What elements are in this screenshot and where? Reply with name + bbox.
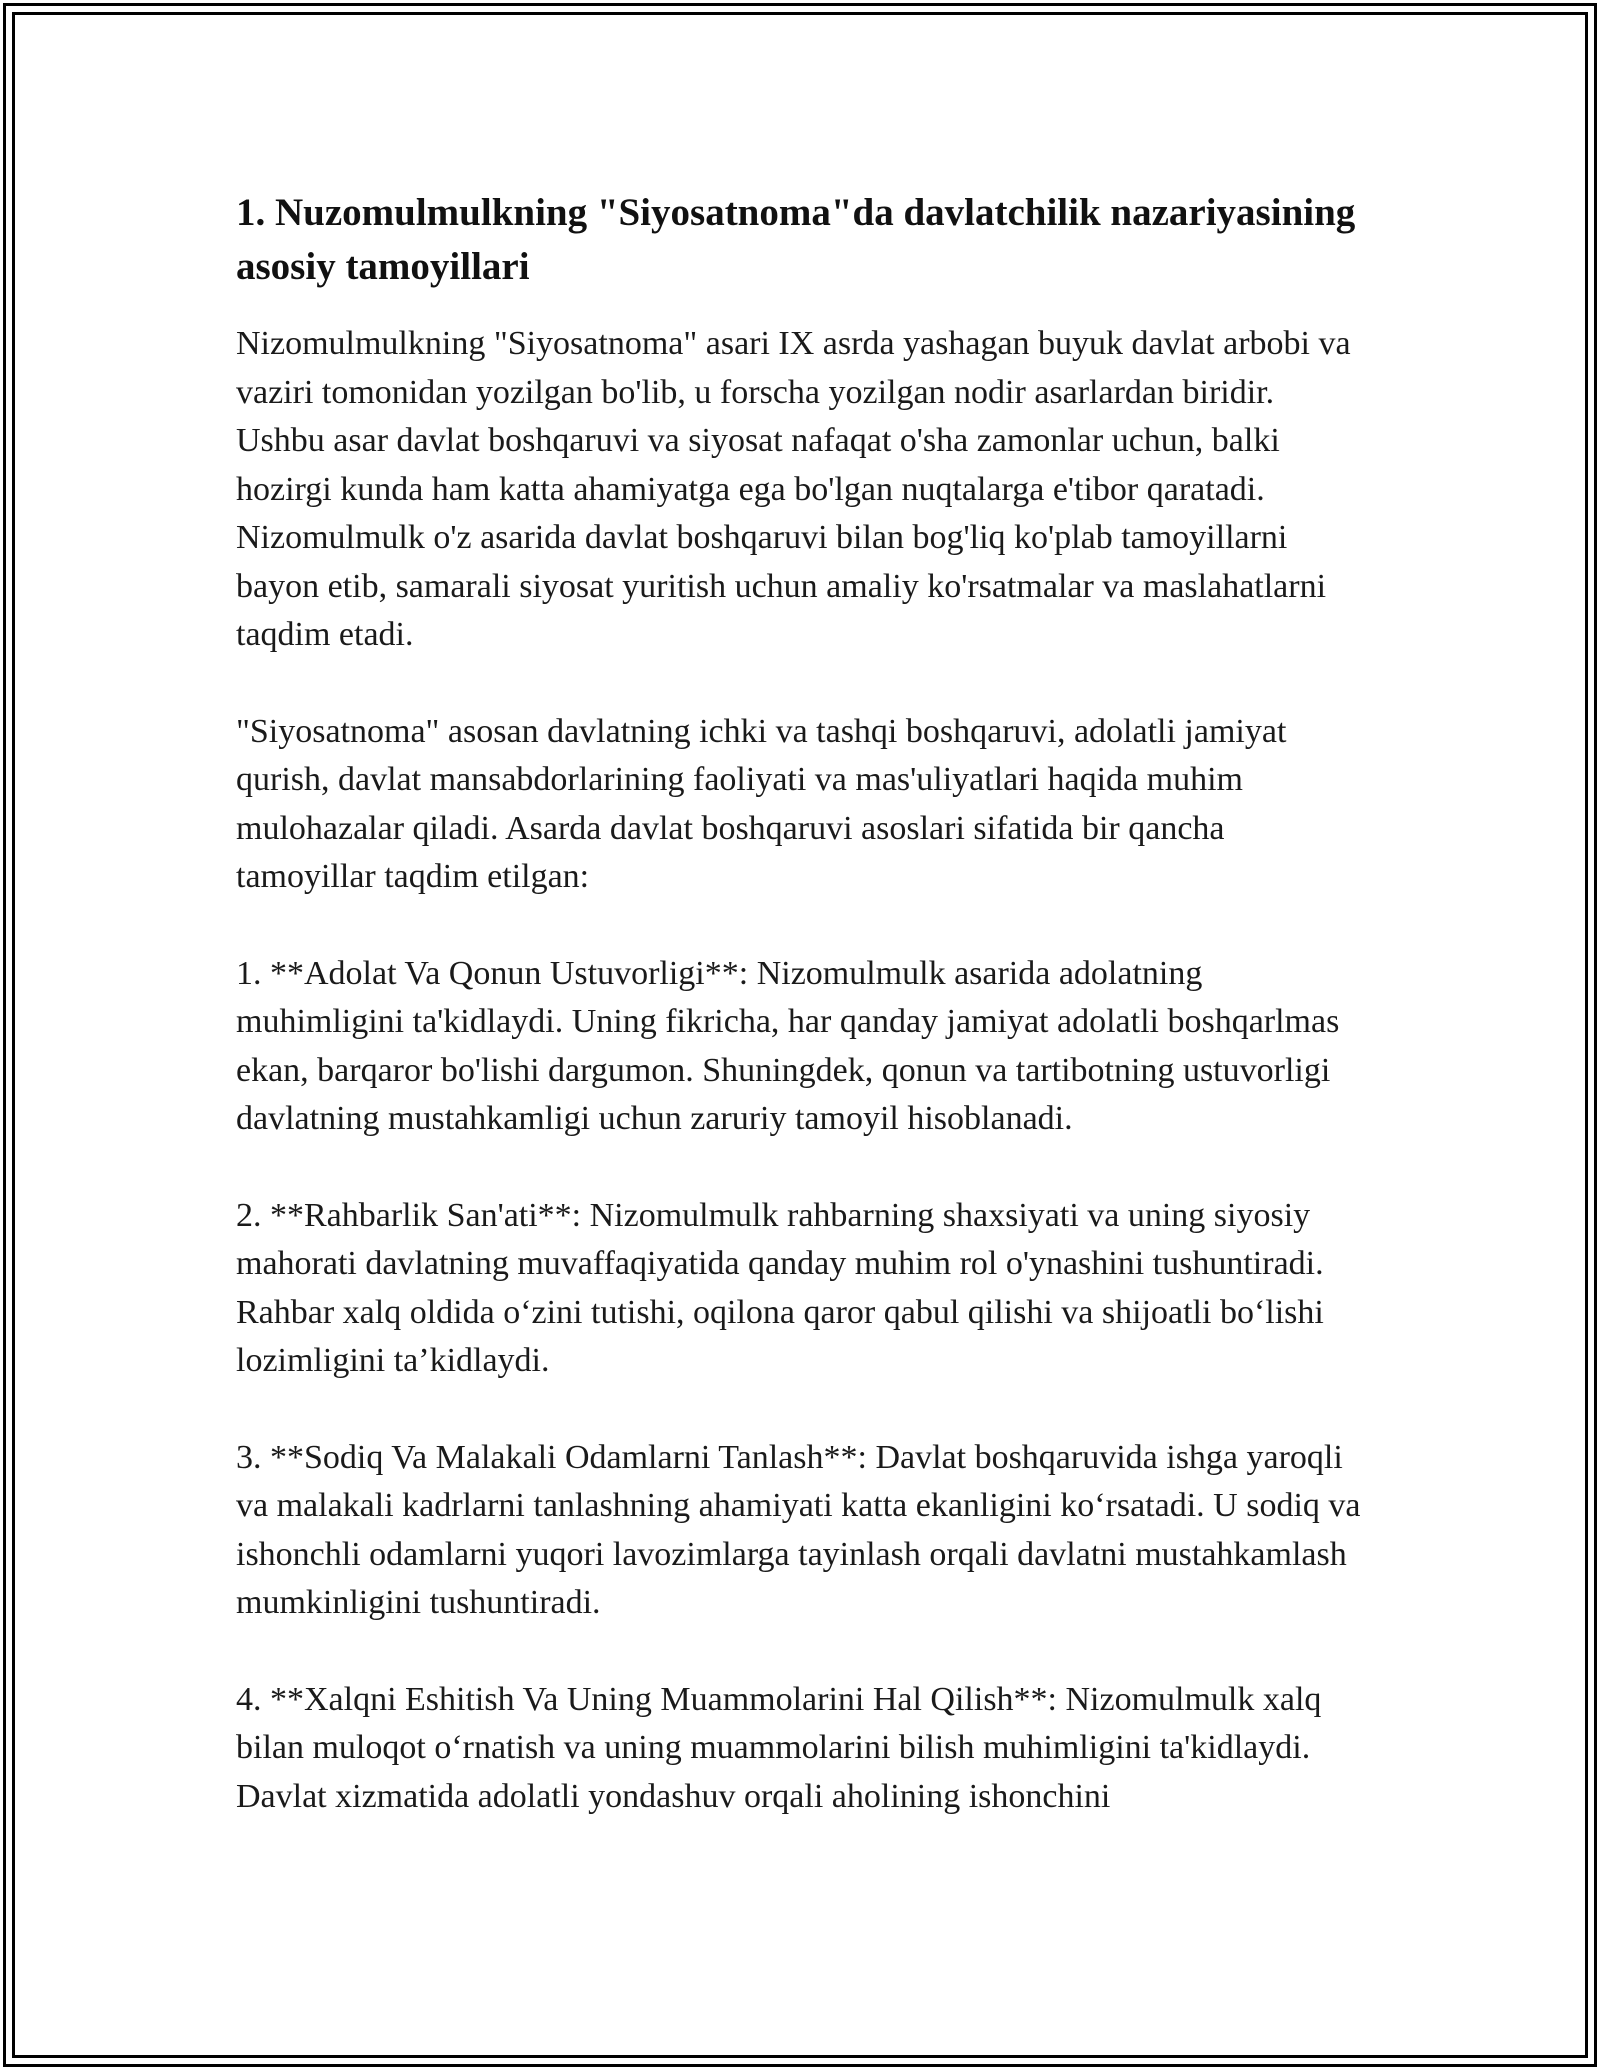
paragraph-intro: Nizomulmulkning "Siyosatnoma" asari IX asrda yashagan buyuk davlat arbobi va vaziri tomonidan yozilgan bo'lib, u forscha yozilgan nodir asarlardan biridir. Ushbu asar davlat boshqaruvi va siyosat nafaqat o'sha zamonlar uchun, balki hozirgi kunda ham katta ahamiyatga ega bo'lgan nuqtalarga e'tibor qaratadi. Nizomulmulk o'z asarida davlat boshqaruvi bilan bog'liq ko'plab tamoyillarni bayon etib, samarali siyosat yuritish uchun amaliy ko'rsatmalar va maslahatlarni taqdim etadi. — [236, 325, 1351, 653]
paragraph-principle-2: 2. **Rahbarlik San'ati**: Nizomulmulk rahbarning shaxsiyati va uning siyosiy mahorati davlatning muvaffaqiyatida qanday muhim rol o'ynashini tushuntiradi. Rahbar xalq oldida oʻzini tutishi, oqilona qaror qabul qilishi va shijoatli boʻlishi lozimligini ta’kidlaydi. — [236, 1196, 1324, 1379]
paragraph-principle-1: 1. **Adolat Va Qonun Ustuvorligi**: Nizomulmulk asarida adolatning muhimligini ta'kidlaydi. Uning fikricha, har qanday jamiyat adolatli boshqarlmas ekan, barqaror bo'lishi dargumon. Shuningdek, qonun va tartibotning ustuvorligi davlatning mustahkamligi uchun zaruriy tamoyil hisoblanadi. — [236, 954, 1340, 1137]
paragraph-overview: "Siyosatnoma" asosan davlatning ichki va tashqi boshqaruvi, adolatli jamiyat qurish, davlat mansabdorlarining faoliyati va mas'uliyatlari haqida muhim mulohazalar qiladi. Asarda davlat boshqaruvi asoslari sifatida bir qancha tamoyillar taqdim etilgan: — [236, 712, 1287, 895]
paragraph-principle-4: 4. **Xalqni Eshitish Va Uning Muammolarini Hal Qilish**: Nizomulmulk xalq bilan muloqot oʻrnatish va uning muammolarini bilish muhimligini ta'kidlaydi. Davlat xizmatida adolatli yondashuv orqali aholining ishonchini — [236, 1680, 1322, 1815]
paragraph-principle-3: 3. **Sodiq Va Malakali Odamlarni Tanlash**: Davlat boshqaruvida ishga yaroqli va malakali kadrlarni tanlashning ahamiyati katta ekanligini koʻrsatadi. U sodiq va ishonchli odamlarni yuqori lavozimlarga tayinlash orqali davlatni mustahkamlash mumkinligini tushuntiradi. — [236, 1438, 1361, 1621]
section-heading: 1. Nuzomulmulkning "Siyosatnoma"da davlatchilik nazariyasining asosiy tamoyillari — [236, 191, 1356, 288]
document-body — [236, 186, 1366, 1869]
